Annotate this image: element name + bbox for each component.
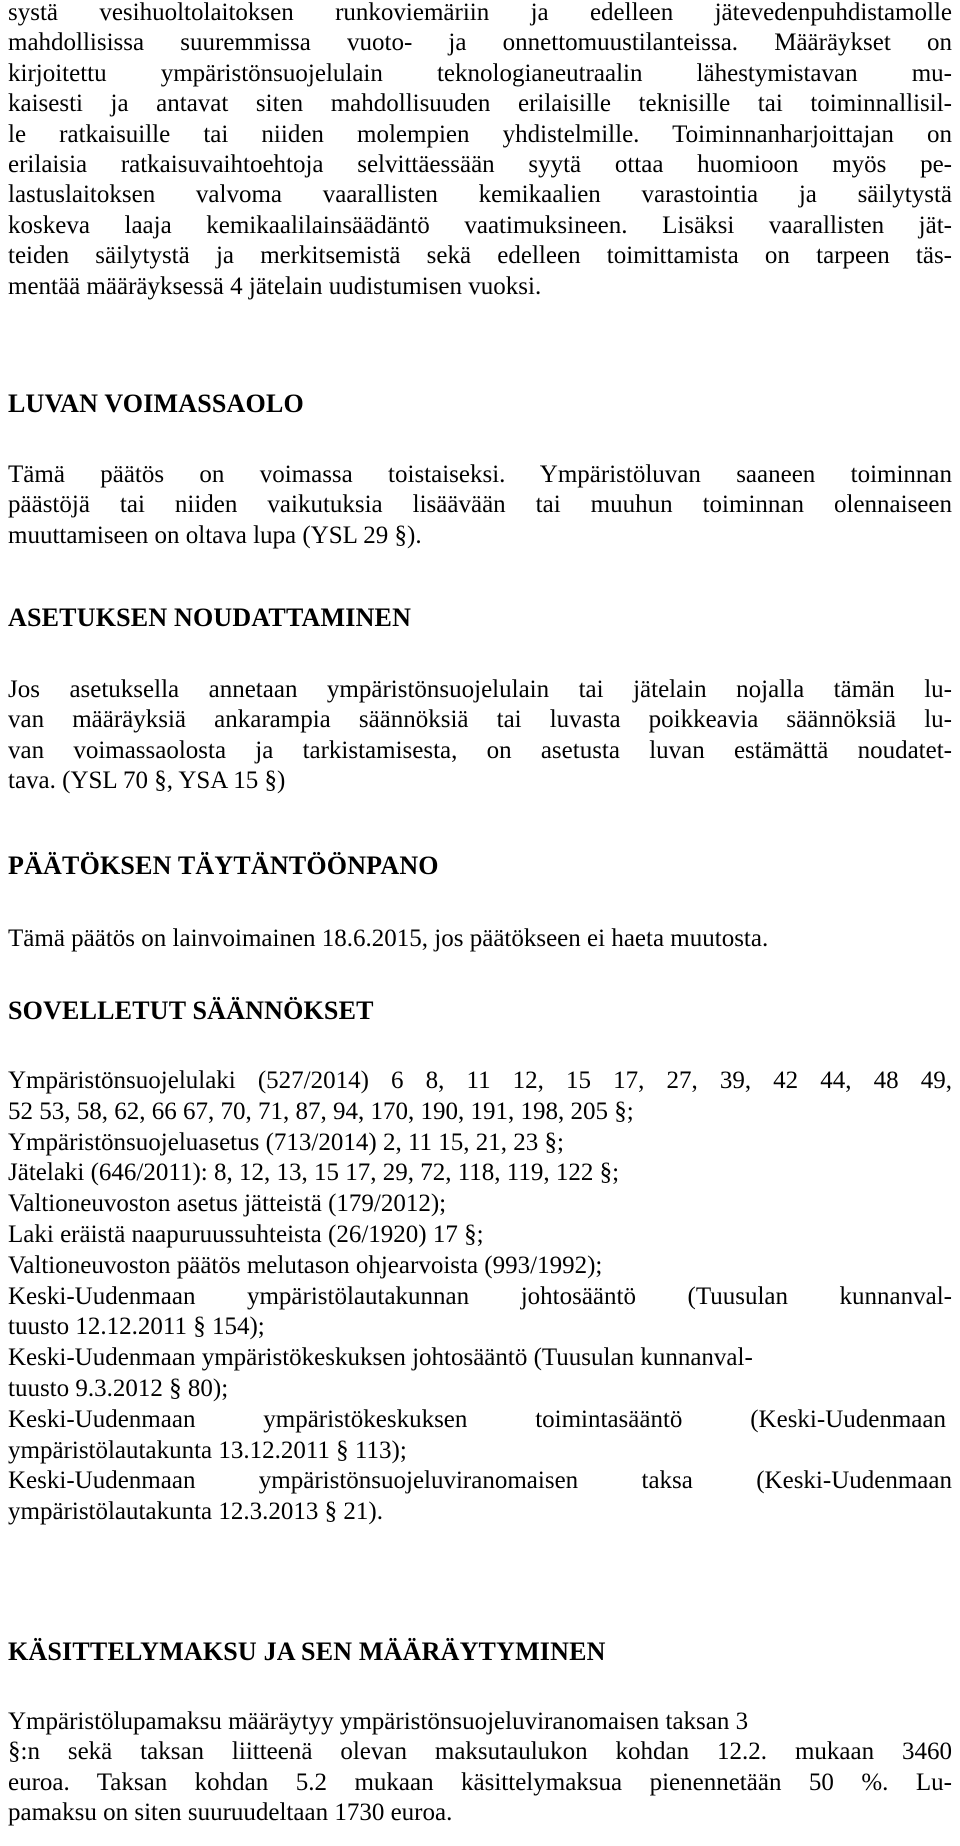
list-item: Keski-Uudenmaan ympäristökeskuksen johtosääntö (Tuusulan kunnanval-	[8, 1344, 753, 1372]
paragraph-line: pamaksu on siten suuruudeltaan 1730 euroa.	[8, 1799, 453, 1827]
paragraph-line: erilaisia ratkaisuvaihtoehtoja selvittäessään syytä ottaa huomioon myös pe-	[8, 151, 952, 179]
list-item: tuusto 9.3.2012 § 80);	[8, 1374, 229, 1402]
list-item: tuusto 12.12.2011 § 154);	[8, 1313, 265, 1341]
list-item: 52 53, 58, 62, 66 67, 70, 71, 87, 94, 170, 190, 191, 198, 205 §;	[8, 1097, 634, 1125]
section-heading-enforcement: PÄÄTÖKSEN TÄYTÄNTÖÖNPANO	[8, 851, 439, 880]
paragraph-line: euroa. Taksan kohdan 5.2 mukaan käsittelymaksua pienennetään 50 %. Lu-	[8, 1768, 952, 1796]
section-heading-processing-fee: KÄSITTELYMAKSU JA SEN MÄÄRÄYTYMINEN	[8, 1637, 606, 1666]
list-item: ympäristölautakunta 12.3.2013 § 21).	[8, 1498, 383, 1526]
section-heading-regulation-compliance: ASETUKSEN NOUDATTAMINEN	[8, 603, 412, 632]
validity-paragraph	[8, 460, 952, 551]
list-item: Valtioneuvoston päätös melutason ohjearvoista (993/1992);	[8, 1251, 603, 1279]
list-item: Keski-Uudenmaan ympäristönsuojeluviranomaisen taksa (Keski-Uudenmaan	[8, 1467, 952, 1495]
paragraph-line: koskeva laaja kemikaalilainsäädäntö vaatimuksineen. Lisäksi vaarallisten jät-	[8, 211, 952, 239]
list-item: Jätelaki (646/2011): 8, 12, 13, 15 17, 29, 72, 118, 119, 122 §;	[8, 1159, 620, 1187]
applied-provisions-list	[8, 1066, 952, 1528]
paragraph-line: Jos asetuksella annetaan ympäristönsuojelulain tai jätelain nojalla tämän lu-	[8, 676, 952, 703]
section-heading-applied-provisions: SOVELLETUT SÄÄNNÖKSET	[8, 996, 374, 1025]
paragraph-line: muuttamiseen on oltava lupa (YSL 29 §).	[8, 521, 422, 549]
list-item: Laki eräistä naapuruussuhteista (26/1920) 17 §;	[8, 1220, 484, 1248]
list-item: Keski-Uudenmaan ympäristölautakunnan johtosääntö (Tuusulan kunnanval-	[8, 1282, 952, 1310]
paragraph-line: kirjoitettu ympäristönsuojelulain teknologianeutraalin lähestymistavan mu-	[8, 59, 952, 87]
section-heading-validity: LUVAN VOIMASSAOLO	[8, 389, 304, 418]
list-item: Valtioneuvoston asetus jätteistä (179/2012);	[8, 1190, 447, 1218]
paragraph-line: Ympäristölupamaksu määräytyy ympäristönsuojeluviranomaisen taksan 3	[8, 1708, 749, 1735]
intro-paragraph	[8, 0, 952, 302]
paragraph-line: §:n sekä taksan liitteenä olevan maksutaulukon kohdan 12.2. mukaan 3460	[8, 1738, 952, 1766]
paragraph-line: Tämä päätös on voimassa toistaiseksi. Ympäristöluvan saaneen toiminnan	[8, 461, 952, 488]
regulation-compliance-paragraph	[8, 675, 952, 797]
list-item: Keski-Uudenmaan ympäristökeskuksen toimintasääntö (Keski-Uudenmaan	[8, 1405, 946, 1433]
paragraph-line: Tämä päätös on lainvoimainen 18.6.2015, jos päätökseen ei haeta muutosta.	[8, 925, 769, 952]
list-item: Ympäristönsuojelulaki (527/2014) 6 8, 11 12, 15 17, 27, 39, 42 44, 48 49,	[8, 1067, 952, 1094]
paragraph-line: päästöjä tai niiden vaikutuksia lisäävään tai muuhun toiminnan olennaiseen	[8, 491, 952, 519]
list-item: Ympäristönsuojeluasetus (713/2014) 2, 11 15, 21, 23 §;	[8, 1128, 564, 1156]
paragraph-line: van voimassaolosta ja tarkistamisesta, on asetusta luvan estämättä noudatet-	[8, 736, 952, 764]
paragraph-line: lastuslaitoksen valvoma vaarallisten kemikaalien varastointia ja säilytystä	[8, 181, 952, 209]
paragraph-line: systä vesihuoltolaitoksen runkoviemäriin ja edelleen jätevedenpuhdistamolle	[8, 0, 952, 26]
list-item: ympäristölautakunta 13.12.2011 § 113);	[8, 1436, 407, 1464]
paragraph-line: mahdollisissa suuremmissa vuoto- ja onnettomuustilanteissa. Määräykset on	[8, 29, 952, 57]
paragraph-line: teiden säilytystä ja merkitsemistä sekä edelleen toimittamista on tarpeen täs-	[8, 242, 952, 270]
paragraph-line: tava. (YSL 70 §, YSA 15 §)	[8, 767, 286, 795]
paragraph-line: kaisesti ja antavat siten mahdollisuuden erilaisille teknisille tai toiminnallisil-	[8, 90, 952, 118]
enforcement-paragraph	[8, 924, 952, 954]
processing-fee-paragraph	[8, 1707, 952, 1829]
paragraph-line: le ratkaisuille tai niiden molempien yhdistelmille. Toiminnanharjoittajan on	[8, 120, 952, 148]
paragraph-line: van määräyksiä ankarampia säännöksiä tai luvasta poikkeavia säännöksiä lu-	[8, 706, 952, 734]
paragraph-line: mentää määräyksessä 4 jätelain uudistumisen vuoksi.	[8, 272, 542, 300]
